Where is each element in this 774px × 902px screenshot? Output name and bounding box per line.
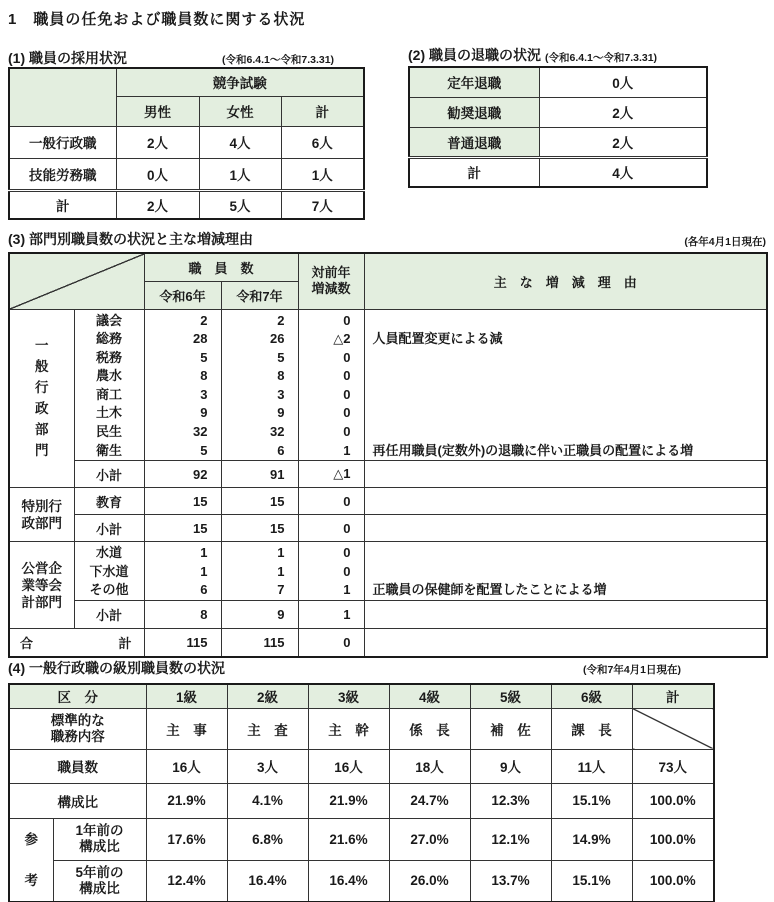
- group-label-line: 特別行: [21, 498, 62, 514]
- reference-row-1yr: [9, 818, 714, 860]
- value-cell: 0人: [539, 67, 707, 97]
- diff-value: 1: [343, 442, 351, 458]
- dept-name: その他: [89, 582, 129, 598]
- retirement-table: [408, 66, 708, 188]
- count-value: 3人: [227, 749, 308, 783]
- reason-text: [373, 544, 767, 563]
- column-header-grade6: 6級: [551, 684, 632, 708]
- header-row: [9, 253, 767, 281]
- diff-value: 0: [343, 368, 351, 384]
- ref1-value: 27.0%: [389, 818, 470, 860]
- year-prev-values-cell: [144, 542, 221, 601]
- value: 1: [277, 563, 285, 579]
- section3-title: (3) 部門別職員数の状況と主な増減理由: [8, 231, 253, 247]
- ref5-value: 15.1%: [551, 860, 632, 901]
- reason-text: [364, 488, 767, 515]
- count-value: 18人: [389, 749, 470, 783]
- header-row: [9, 684, 714, 708]
- dept-names-cell: [74, 309, 144, 461]
- diff-header-line1: 対前年: [311, 265, 351, 281]
- ref1-value: 12.1%: [470, 818, 551, 860]
- group-header-cell: 競争試験: [116, 68, 364, 96]
- duty-value: 補 佐: [470, 708, 551, 749]
- ratio-value: 15.1%: [551, 783, 632, 818]
- special-admin-row: [9, 488, 767, 515]
- duty-value: 課 長: [551, 708, 632, 749]
- ref1-label-line2: 構成比: [79, 839, 120, 855]
- reason-text: [373, 423, 767, 442]
- diff-value: 0: [343, 424, 351, 440]
- diff-header-line2: 増減数: [311, 281, 351, 297]
- duty-value: 主 事: [146, 708, 227, 749]
- value: 115: [144, 629, 221, 657]
- ref1-value: 17.6%: [146, 818, 227, 860]
- value: 8: [144, 601, 221, 629]
- diff-value: 0: [298, 629, 364, 657]
- grand-total-label-left: 合: [20, 635, 34, 651]
- diff-value: 1: [298, 601, 364, 629]
- ratio-value: 21.9%: [308, 783, 389, 818]
- ratio-row: [9, 783, 714, 818]
- diff-value: △1: [298, 461, 364, 488]
- reason-text: [364, 461, 767, 488]
- group-label-line: 政部門: [21, 515, 62, 531]
- value: 9: [200, 405, 208, 421]
- dept-name: 下水道: [89, 563, 129, 579]
- value: 26: [270, 331, 285, 347]
- row-label: 定年退職: [409, 67, 539, 97]
- dept-name: 水道: [95, 545, 122, 561]
- value: 6: [277, 442, 285, 458]
- table-row-total: [9, 190, 364, 219]
- ref1-value: 100.0%: [632, 818, 714, 860]
- ref5-label-line2: 構成比: [79, 880, 120, 896]
- reference-row-5yr: [9, 860, 714, 901]
- value-cell: 0人: [116, 158, 199, 190]
- group-label-public: [9, 542, 74, 629]
- diff-value: 0: [298, 515, 364, 542]
- ref5-value: 16.4%: [308, 860, 389, 901]
- value: 15: [221, 515, 298, 542]
- value: 8: [200, 368, 208, 384]
- year-curr-values-cell: [221, 542, 298, 601]
- ref5-value: 13.7%: [470, 860, 551, 901]
- count-value: 16人: [308, 749, 389, 783]
- ref5-row-label: [53, 860, 146, 901]
- value-cell: 4人: [199, 126, 281, 158]
- ratio-value: 4.1%: [227, 783, 308, 818]
- reason-text: [373, 404, 767, 423]
- ref1-value: 6.8%: [227, 818, 308, 860]
- value-cell: 2人: [116, 126, 199, 158]
- year-prev-values-cell: [144, 309, 221, 461]
- column-header-grade1: 1級: [146, 684, 227, 708]
- diff-value: 0: [343, 386, 351, 402]
- group-label-line: 公営企: [21, 560, 62, 576]
- count-value: 9人: [470, 749, 551, 783]
- diff-value: 1: [343, 582, 351, 598]
- group-label-general: 一般行政部門: [9, 309, 74, 488]
- value-cell: 2人: [539, 127, 707, 157]
- reason-text: [364, 601, 767, 629]
- column-header-grade5: 5級: [470, 684, 551, 708]
- diff-value: 0: [343, 349, 351, 365]
- dept-name: 民生: [95, 424, 122, 440]
- dept-name: 総務: [95, 331, 122, 347]
- value: 28: [193, 331, 208, 347]
- column-header-grade3: 3級: [308, 684, 389, 708]
- dept-name: 税務: [95, 349, 122, 365]
- reasons-cell: [364, 542, 767, 601]
- value: 7: [277, 582, 285, 598]
- diff-value: 0: [343, 312, 351, 328]
- group-label-special: [9, 488, 74, 542]
- grand-total-label-right: 計: [118, 635, 132, 651]
- subtotal-label: 小計: [74, 601, 144, 629]
- value: 6: [200, 582, 208, 598]
- ref1-label-line1: 1年前の: [75, 823, 124, 839]
- row-label: 一般行政職: [9, 126, 116, 158]
- count-value: 11人: [551, 749, 632, 783]
- value: 1: [200, 563, 208, 579]
- reason-text: [373, 367, 767, 386]
- dept-name: 議会: [95, 312, 122, 328]
- duty-label-line2: 職務内容: [50, 728, 105, 744]
- reason-text: 再任用職員(定数外)の退職に伴い正職員の配置による増: [372, 442, 694, 458]
- section3-date-note: (各年4月1日現在): [684, 236, 766, 248]
- table-row: [409, 127, 707, 157]
- dept-name: 農水: [95, 368, 122, 384]
- ratio-value: 100.0%: [632, 783, 714, 818]
- reason-text: 正職員の保健師を配置したことによる増: [372, 582, 607, 598]
- diff-value: 0: [343, 405, 351, 421]
- row-label: 勧奨退職: [409, 97, 539, 127]
- reason-text: 人員配置変更による減: [372, 331, 503, 347]
- value: 92: [144, 461, 221, 488]
- value: 1: [200, 545, 208, 561]
- table-row: [9, 126, 364, 158]
- duty-row: [9, 708, 714, 749]
- duty-value: 主 査: [227, 708, 308, 749]
- diff-header: [298, 253, 364, 309]
- value-cell: 1人: [281, 158, 364, 190]
- ref5-value: 26.0%: [389, 860, 470, 901]
- dept-name: 衛生: [95, 442, 122, 458]
- ref1-value: 14.9%: [551, 818, 632, 860]
- reference-group-label: [9, 818, 53, 902]
- value: 15: [221, 488, 298, 515]
- duty-value: 主 幹: [308, 708, 389, 749]
- duty-row-label: [9, 708, 146, 749]
- reason-header: 主 な 増 減 理 由: [364, 253, 767, 309]
- recruitment-table: [8, 67, 365, 220]
- table-row: [9, 68, 364, 96]
- value: 91: [221, 461, 298, 488]
- count-value: 73人: [632, 749, 714, 783]
- diagonal-empty-cell: [632, 708, 714, 749]
- ref5-value: 12.4%: [146, 860, 227, 901]
- value: 9: [277, 405, 285, 421]
- value-cell: 2人: [539, 97, 707, 127]
- value: 2: [277, 312, 285, 328]
- value: 5: [200, 442, 208, 458]
- table-row-total: [409, 157, 707, 187]
- ratio-value: 24.7%: [389, 783, 470, 818]
- count-row-label: 職員数: [9, 749, 146, 783]
- grade-table: [8, 683, 715, 902]
- count-value: 16人: [146, 749, 227, 783]
- reason-text: [364, 629, 767, 657]
- subtotal-row: [9, 601, 767, 629]
- value: 32: [270, 424, 285, 440]
- column-header-category: 区 分: [9, 684, 146, 708]
- value: 15: [144, 515, 221, 542]
- row-label: 計: [409, 157, 539, 187]
- value-cell: 4人: [539, 157, 707, 187]
- year-curr-header: 令和7年: [221, 281, 298, 309]
- column-header-total: 計: [281, 96, 364, 126]
- section4-date-note: (令和7年4月1日現在): [583, 664, 682, 676]
- dept-names-cell: [74, 542, 144, 601]
- section2-period-note: (令和6.4.1〜令和7.3.31): [545, 52, 658, 64]
- reason-text: [373, 312, 767, 331]
- reason-text: [364, 515, 767, 542]
- value-cell: 6人: [281, 126, 364, 158]
- value: 5: [200, 349, 208, 365]
- diff-value: 0: [343, 563, 351, 579]
- section2-title: (2) 職員の退職の状況: [408, 47, 541, 63]
- value-cell: 5人: [199, 190, 281, 219]
- value: 8: [277, 368, 285, 384]
- dept-name: 土木: [95, 405, 122, 421]
- value: 15: [144, 488, 221, 515]
- group-label-line: 計部門: [21, 594, 62, 610]
- diff-value: 0: [298, 488, 364, 515]
- department-staff-table: [8, 252, 768, 658]
- dept-name: 教育: [74, 488, 144, 515]
- value: 2: [200, 312, 208, 328]
- page-title: 1 職員の任免および職員数に関する状況: [8, 11, 306, 28]
- ratio-value: 21.9%: [146, 783, 227, 818]
- row-label: 技能労務職: [9, 158, 116, 190]
- year-prev-header: 令和6年: [144, 281, 221, 309]
- column-header-grade4: 4級: [389, 684, 470, 708]
- duty-label-line1: 標準的な: [50, 712, 105, 728]
- reference-label-char: 考: [24, 872, 38, 888]
- reason-text: [373, 386, 767, 405]
- value: 115: [221, 629, 298, 657]
- reference-label-char: 参: [24, 831, 38, 847]
- grand-total-row: [9, 629, 767, 657]
- subtotal-label: 小計: [74, 461, 144, 488]
- table-row: [409, 67, 707, 97]
- subtotal-label: 小計: [74, 515, 144, 542]
- row-label: 普通退職: [409, 127, 539, 157]
- table-row: [409, 97, 707, 127]
- ref5-value: 100.0%: [632, 860, 714, 901]
- corner-cell: [9, 68, 116, 126]
- value-cell: 1人: [199, 158, 281, 190]
- value: 3: [277, 386, 285, 402]
- table-row: [9, 158, 364, 190]
- year-curr-values-cell: [221, 309, 298, 461]
- subtotal-row: [9, 461, 767, 488]
- duty-value: 係 長: [389, 708, 470, 749]
- column-header-male: 男性: [116, 96, 199, 126]
- value: 5: [277, 349, 285, 365]
- ref1-row-label: [53, 818, 146, 860]
- staff-count-header: 職 員 数: [144, 253, 298, 281]
- column-header-female: 女性: [199, 96, 281, 126]
- value-cell: 7人: [281, 190, 364, 219]
- value: 3: [200, 386, 208, 402]
- value-cell: 2人: [116, 190, 199, 219]
- dept-name: 商工: [95, 386, 122, 402]
- value: 1: [277, 545, 285, 561]
- section1-period-note: (令和6.4.1〜令和7.3.31): [222, 54, 335, 66]
- ref1-value: 21.6%: [308, 818, 389, 860]
- value: 9: [221, 601, 298, 629]
- column-header-grade2: 2級: [227, 684, 308, 708]
- group-label-line: 業等会: [21, 577, 62, 593]
- ref5-label-line1: 5年前の: [75, 864, 124, 880]
- general-admin-block-row: [9, 309, 767, 461]
- ratio-row-label: 構成比: [9, 783, 146, 818]
- diff-value: △2: [333, 331, 351, 347]
- diff-values-cell: [298, 542, 364, 601]
- section4-title: (4) 一般行政職の級別職員数の状況: [8, 660, 225, 676]
- subtotal-row: [9, 515, 767, 542]
- diagonal-corner-cell: [9, 253, 144, 309]
- diff-values-cell: [298, 309, 364, 461]
- grand-total-label: [9, 629, 144, 657]
- section1-title: (1) 職員の採用状況: [8, 50, 127, 66]
- reason-text: [373, 349, 767, 368]
- reasons-cell: [364, 309, 767, 461]
- ref5-value: 16.4%: [227, 860, 308, 901]
- row-label: 計: [9, 190, 116, 219]
- public-enterprise-block-row: [9, 542, 767, 601]
- diff-value: 0: [343, 545, 351, 561]
- value: 32: [193, 424, 208, 440]
- ratio-value: 12.3%: [470, 783, 551, 818]
- count-row: [9, 749, 714, 783]
- column-header-total: 計: [632, 684, 714, 708]
- reason-text: [373, 563, 767, 582]
